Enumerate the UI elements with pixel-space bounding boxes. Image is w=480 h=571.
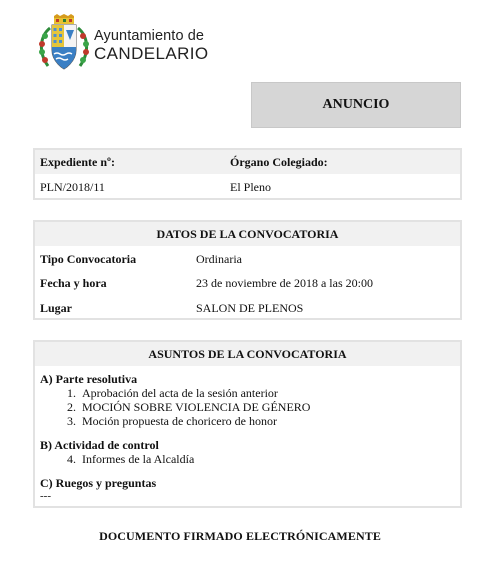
organo-label: Órgano Colegiado: xyxy=(230,155,328,169)
signature-note: DOCUMENTO FIRMADO ELECTRÓNICAMENTE xyxy=(99,529,381,543)
item-number: 4. xyxy=(67,452,76,466)
organization-name-line2: CANDELARIO xyxy=(94,44,209,63)
list-item xyxy=(61,414,277,429)
fecha-hora-value: 23 de noviembre de 2018 a las 20:00 xyxy=(196,276,373,290)
item-text: Aprobación del acta de la sesión anterior xyxy=(82,386,278,400)
expediente-value: PLN/2018/11 xyxy=(40,180,105,194)
expediente-label: Expediente nº: xyxy=(40,155,115,169)
organization-name-line1: Ayuntamiento de xyxy=(94,28,205,44)
municipality-logo xyxy=(36,14,216,74)
list-item xyxy=(61,452,194,467)
item-text: Informes de la Alcaldía xyxy=(82,452,195,466)
group-title-ruegos-preguntas: C) Ruegos y preguntas xyxy=(40,476,157,490)
item-number: 3. xyxy=(67,414,76,428)
list-item xyxy=(61,386,278,401)
organization-name xyxy=(94,28,209,63)
item-number: 2. xyxy=(67,400,76,414)
coat-of-arms-icon xyxy=(36,14,92,74)
lugar-value: SALON DE PLENOS xyxy=(196,301,304,315)
asuntos-convocatoria-table xyxy=(33,340,462,508)
group-title-parte-resolutiva: A) Parte resolutiva xyxy=(40,372,138,386)
list-item xyxy=(61,400,310,415)
empty-placeholder: --- xyxy=(40,490,51,502)
expediente-table xyxy=(33,148,462,200)
group-title-actividad-control: B) Actividad de control xyxy=(40,438,159,452)
document-title: ANUNCIO xyxy=(322,97,390,112)
document-title-box xyxy=(251,82,461,128)
tipo-convocatoria-value: Ordinaria xyxy=(196,252,242,266)
lugar-label: Lugar xyxy=(40,301,73,315)
asuntos-section-title: ASUNTOS DE LA CONVOCATORIA xyxy=(35,342,460,366)
item-text: MOCIÓN SOBRE VIOLENCIA DE GÉNERO xyxy=(82,400,311,414)
tipo-convocatoria-label: Tipo Convocatoria xyxy=(40,252,137,266)
datos-convocatoria-table xyxy=(33,220,462,320)
organo-value: El Pleno xyxy=(230,180,271,194)
fecha-hora-label: Fecha y hora xyxy=(40,276,107,290)
datos-section-title: DATOS DE LA CONVOCATORIA xyxy=(35,222,460,246)
item-number: 1. xyxy=(67,386,76,400)
item-text: Moción propuesta de choricero de honor xyxy=(82,414,277,428)
